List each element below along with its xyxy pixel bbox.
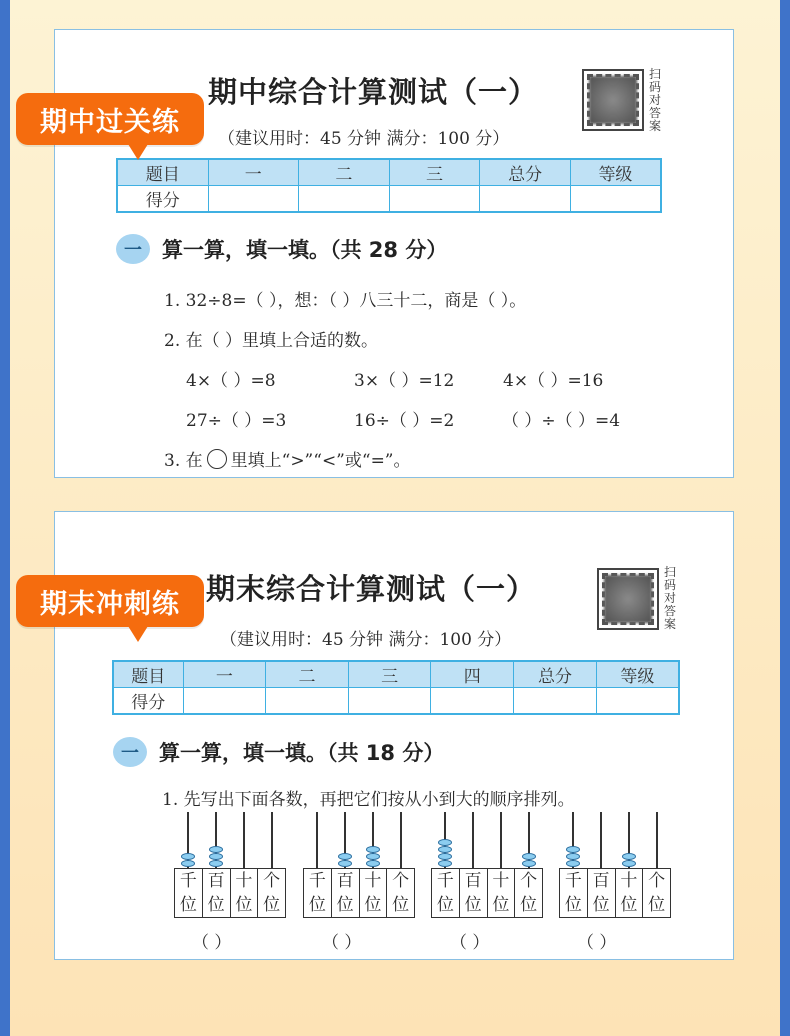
abacus-bead xyxy=(522,860,536,867)
abacus-rod xyxy=(472,812,474,868)
abacus-place-label: 个 位 xyxy=(386,869,414,917)
section-number-badge: 一 xyxy=(116,234,150,264)
abacus-place-label: 千 位 xyxy=(179,871,197,915)
abacus-rod xyxy=(271,812,273,868)
abacus-bead xyxy=(209,853,223,860)
fill-item: 3×（ ）=12 xyxy=(354,371,455,391)
score-header: 二 xyxy=(299,159,390,186)
abacus-place-label: 百 位 xyxy=(202,869,230,917)
scan-answer-label: 扫码对答案 xyxy=(664,565,677,631)
abacus-place-label: 十 位 xyxy=(230,869,258,917)
abacus-rod xyxy=(400,812,402,868)
answer-blank[interactable]: （ ） xyxy=(192,933,232,953)
question-2: 2. 在（ ）里填上合适的数。 xyxy=(164,331,379,351)
score-header: 二 xyxy=(266,661,349,688)
answer-blank[interactable]: （ ） xyxy=(322,933,362,953)
final-test-title: 期末综合计算测试（一） xyxy=(206,572,537,606)
question-3-prefix: 3. 在 xyxy=(164,451,203,471)
abacus-rod xyxy=(656,812,658,868)
circle-blank-icon xyxy=(207,449,227,469)
abacus-rod xyxy=(600,812,602,868)
abacus-bead xyxy=(366,853,380,860)
abacus-bead xyxy=(438,853,452,860)
abacus-bead xyxy=(566,853,580,860)
abacus-place-label: 千 位 xyxy=(436,871,454,915)
abacus-place-label: 十 位 xyxy=(487,869,515,917)
fill-item: （ ）÷（ ）=4 xyxy=(502,411,621,431)
score-cell[interactable] xyxy=(266,688,349,715)
score-cell[interactable] xyxy=(570,186,661,213)
section-number-badge: 一 xyxy=(113,737,147,767)
score-cell[interactable] xyxy=(514,688,597,715)
question-3 xyxy=(164,446,411,471)
abacus xyxy=(174,812,286,918)
answer-blank[interactable]: （ ） xyxy=(577,933,617,953)
abacus-place-label: 百 位 xyxy=(331,869,359,917)
score-cell[interactable] xyxy=(596,688,679,715)
abacus-bead xyxy=(438,839,452,846)
abacus-bead xyxy=(438,846,452,853)
abacus-rod xyxy=(500,812,502,868)
score-header: 三 xyxy=(348,661,431,688)
abacus-place-label: 十 位 xyxy=(615,869,643,917)
abacus-bead xyxy=(366,846,380,853)
final-test-subtitle: （建议用时：45 分钟 满分：100 分） xyxy=(220,630,512,650)
abacus-bead xyxy=(338,860,352,867)
score-cell[interactable] xyxy=(208,186,299,213)
abacus xyxy=(303,812,415,918)
abacus-bead xyxy=(522,853,536,860)
question-1: 1. 先写出下面各数，再把它们按从小到大的顺序排列。 xyxy=(162,790,575,810)
abacus-rod xyxy=(316,812,318,868)
fill-item: 4×（ ）=8 xyxy=(186,371,276,391)
score-header: 等级 xyxy=(570,159,661,186)
abacus-bead xyxy=(566,860,580,867)
score-cell[interactable] xyxy=(389,186,480,213)
abacus-bead xyxy=(181,853,195,860)
abacus-place-label: 个 位 xyxy=(257,869,285,917)
abacus-bead xyxy=(438,860,452,867)
fill-item: 4×（ ）=16 xyxy=(503,371,604,391)
score-row-label: 得分 xyxy=(117,186,208,213)
abacus-place-label: 百 位 xyxy=(587,869,615,917)
abacus-bead xyxy=(338,853,352,860)
score-header: 四 xyxy=(431,661,514,688)
score-cell[interactable] xyxy=(299,186,390,213)
abacus-bead xyxy=(622,853,636,860)
abacus-place-label: 百 位 xyxy=(459,869,487,917)
section-title: 算一算，填一填。（共 18 分） xyxy=(159,741,445,765)
abacus-bead xyxy=(566,846,580,853)
score-header: 等级 xyxy=(596,661,679,688)
midterm-section-heading xyxy=(116,234,447,264)
midterm-test-title: 期中综合计算测试（一） xyxy=(208,75,539,109)
score-header: 一 xyxy=(183,661,266,688)
score-cell[interactable] xyxy=(431,688,514,715)
score-cell[interactable] xyxy=(480,186,571,213)
score-header: 总分 xyxy=(480,159,571,186)
final-section-heading xyxy=(113,737,444,767)
abacus-place-label: 千 位 xyxy=(564,871,582,915)
qr-code-icon[interactable] xyxy=(597,568,659,630)
abacus-rod xyxy=(243,812,245,868)
fill-item: 16÷（ ）=2 xyxy=(354,411,455,431)
abacus-bead xyxy=(209,860,223,867)
answer-blank[interactable]: （ ） xyxy=(450,933,490,953)
abacus-bead xyxy=(366,860,380,867)
abacus-place-label: 千 位 xyxy=(308,871,326,915)
score-header: 题目 xyxy=(113,661,183,688)
scan-answer-label: 扫码对答案 xyxy=(649,67,662,133)
abacus-bead xyxy=(181,860,195,867)
abacus-bead xyxy=(209,846,223,853)
abacus-place-label: 十 位 xyxy=(359,869,387,917)
score-header: 总分 xyxy=(514,661,597,688)
question-3-suffix: 里填上“>”“<”或“=”。 xyxy=(230,451,411,471)
abacus-place-label: 个 位 xyxy=(514,869,542,917)
qr-code-icon[interactable] xyxy=(582,69,644,131)
final-ribbon: 期末冲刺练 xyxy=(16,575,204,627)
score-header: 题目 xyxy=(117,159,208,186)
score-row-label: 得分 xyxy=(113,688,183,715)
fill-item: 27÷（ ）=3 xyxy=(186,411,287,431)
score-header: 一 xyxy=(208,159,299,186)
midterm-ribbon: 期中过关练 xyxy=(16,93,204,145)
abacus xyxy=(559,812,671,918)
final-score-table xyxy=(112,660,680,715)
midterm-test-subtitle: （建议用时：45 分钟 满分：100 分） xyxy=(218,129,510,149)
score-cell[interactable] xyxy=(348,688,431,715)
abacus-bead xyxy=(622,860,636,867)
abacus xyxy=(431,812,543,918)
score-cell[interactable] xyxy=(183,688,266,715)
question-1: 1. 32÷8=（ ），想：（ ）八三十二，商是（ ）。 xyxy=(164,291,527,311)
score-header: 三 xyxy=(389,159,480,186)
section-title: 算一算，填一填。（共 28 分） xyxy=(162,238,448,262)
abacus-place-label: 个 位 xyxy=(642,869,670,917)
midterm-score-table xyxy=(116,158,662,213)
